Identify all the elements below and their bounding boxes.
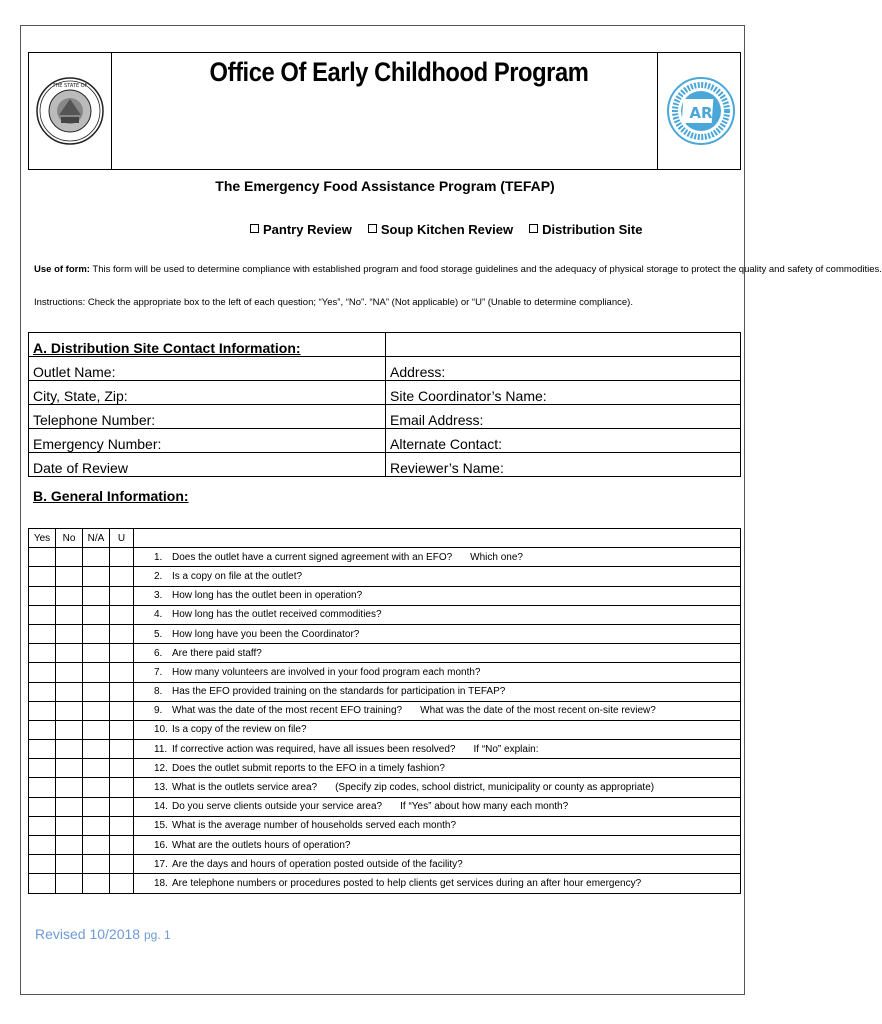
distribution-site-option[interactable]: Distribution Site xyxy=(529,222,642,237)
answer-yes-cell[interactable] xyxy=(29,740,56,759)
checkbox[interactable] xyxy=(529,224,538,233)
answer-no-cell[interactable] xyxy=(56,797,83,816)
answer-u-cell[interactable] xyxy=(110,663,134,682)
question-number: 12. xyxy=(154,762,168,774)
column-header-yes: Yes xyxy=(29,529,56,548)
answer-na-cell[interactable] xyxy=(83,797,110,816)
answer-na-cell[interactable] xyxy=(83,720,110,739)
answer-na-cell[interactable] xyxy=(83,605,110,624)
question-number: 2. xyxy=(154,570,163,582)
header-divider xyxy=(111,53,112,169)
use-of-form-label: Use of form: xyxy=(34,264,90,275)
answer-yes-cell[interactable] xyxy=(29,567,56,586)
question-cell xyxy=(134,682,741,701)
table-row xyxy=(29,624,741,643)
answer-yes-cell[interactable] xyxy=(29,548,56,567)
question-number: 11. xyxy=(154,743,168,755)
table-row xyxy=(29,778,741,797)
footer xyxy=(35,926,171,942)
question-number: 1. xyxy=(154,551,163,563)
table-row xyxy=(29,701,741,720)
question-cell xyxy=(134,605,741,624)
answer-na-cell[interactable] xyxy=(83,740,110,759)
answer-na-cell[interactable] xyxy=(83,759,110,778)
question-followup: Which one? xyxy=(470,551,523,563)
table-cell xyxy=(386,333,741,357)
question-number: 4. xyxy=(154,609,163,621)
header xyxy=(28,52,741,170)
question-number: 7. xyxy=(154,666,163,678)
question-text: Do you serve clients outside your service area? xyxy=(172,801,383,813)
answer-no-cell[interactable] xyxy=(56,644,83,663)
question-text: What is the average number of households served each month? xyxy=(172,820,457,832)
answer-na-cell[interactable] xyxy=(83,682,110,701)
answer-na-cell[interactable] xyxy=(83,778,110,797)
answer-yes-cell[interactable] xyxy=(29,624,56,643)
logo-text: AR xyxy=(689,104,713,122)
reviewer-name-field[interactable]: Reviewer’s Name: xyxy=(386,453,741,477)
question-text: How long has the outlet been in operation? xyxy=(172,590,363,602)
address-field[interactable]: Address: xyxy=(386,357,741,381)
answer-na-cell[interactable] xyxy=(83,816,110,835)
question-cell xyxy=(134,548,741,567)
question-text: What is the outlets service area? xyxy=(172,782,318,794)
answer-u-cell[interactable] xyxy=(110,586,134,605)
answer-yes-cell[interactable] xyxy=(29,605,56,624)
question-followup: What was the date of the most recent on-site review? xyxy=(420,705,656,717)
question-text: What are the outlets hours of operation? xyxy=(172,839,351,851)
table-row xyxy=(29,548,741,567)
answer-u-cell[interactable] xyxy=(110,740,134,759)
arkansas-education-logo-icon xyxy=(666,61,736,161)
answer-no-cell[interactable] xyxy=(56,701,83,720)
table-row xyxy=(29,644,741,663)
question-text: If corrective action was required, have all issues been resolved? xyxy=(172,743,456,755)
answer-u-cell[interactable] xyxy=(110,759,134,778)
table-row xyxy=(29,759,741,778)
checkbox[interactable] xyxy=(368,224,377,233)
answer-yes-cell[interactable] xyxy=(29,778,56,797)
question-number: 14. xyxy=(154,801,168,813)
answer-u-cell[interactable] xyxy=(110,836,134,855)
answer-na-cell[interactable] xyxy=(83,548,110,567)
table-row xyxy=(29,740,741,759)
question-text: How many volunteers are involved in your food program each month? xyxy=(172,666,481,678)
question-cell xyxy=(134,663,741,682)
contact-info-table xyxy=(28,332,741,477)
answer-yes-cell[interactable] xyxy=(29,797,56,816)
question-number: 5. xyxy=(154,628,163,640)
question-cell xyxy=(134,567,741,586)
answer-yes-cell[interactable] xyxy=(29,663,56,682)
answer-u-cell[interactable] xyxy=(110,778,134,797)
city-state-zip-field[interactable]: City, State, Zip: xyxy=(29,381,386,405)
question-text: What was the date of the most recent EFO training? xyxy=(172,705,403,717)
question-number: 8. xyxy=(154,686,163,698)
question-number: 15. xyxy=(154,820,168,832)
table-row xyxy=(29,855,741,874)
answer-no-cell[interactable] xyxy=(56,778,83,797)
answer-yes-cell[interactable] xyxy=(29,855,56,874)
question-text: Are there paid staff? xyxy=(172,647,262,659)
column-header-u: U xyxy=(110,529,134,548)
question-cell xyxy=(134,836,741,855)
answer-u-cell[interactable] xyxy=(110,797,134,816)
answer-u-cell[interactable] xyxy=(110,644,134,663)
question-number: 3. xyxy=(154,590,163,602)
question-followup: If “No” explain: xyxy=(473,743,539,755)
question-number: 6. xyxy=(154,647,163,659)
answer-no-cell[interactable] xyxy=(56,605,83,624)
answer-na-cell[interactable] xyxy=(83,836,110,855)
section-b-title: B. General Information: xyxy=(33,488,189,504)
answer-yes-cell[interactable] xyxy=(29,720,56,739)
answer-na-cell[interactable] xyxy=(83,874,110,893)
table-row xyxy=(29,836,741,855)
answer-yes-cell[interactable] xyxy=(29,682,56,701)
question-number: 16. xyxy=(154,839,168,851)
question-cell xyxy=(134,874,741,893)
answer-no-cell[interactable] xyxy=(56,624,83,643)
answer-u-cell[interactable] xyxy=(110,855,134,874)
page-number: pg. 1 xyxy=(143,928,171,942)
column-header-na: N/A xyxy=(83,529,110,548)
question-cell xyxy=(134,720,741,739)
question-text: How long have you been the Coordinator? xyxy=(172,628,360,640)
answer-no-cell[interactable] xyxy=(56,836,83,855)
question-cell xyxy=(134,759,741,778)
site-coordinator-field[interactable]: Site Coordinator’s Name: xyxy=(386,381,741,405)
table-row xyxy=(29,720,741,739)
question-cell xyxy=(134,778,741,797)
answer-no-cell[interactable] xyxy=(56,740,83,759)
question-number: 18. xyxy=(154,877,168,889)
question-cell xyxy=(134,797,741,816)
question-followup: (Specify zip codes, school district, municipality or county as appropriate) xyxy=(335,782,655,794)
answer-na-cell[interactable] xyxy=(83,624,110,643)
answer-u-cell[interactable] xyxy=(110,624,134,643)
table-row xyxy=(29,682,741,701)
answer-u-cell[interactable] xyxy=(110,720,134,739)
question-cell xyxy=(134,644,741,663)
section-a-title: A. Distribution Site Contact Information: xyxy=(29,333,386,357)
answer-yes-cell[interactable] xyxy=(29,701,56,720)
answer-no-cell[interactable] xyxy=(56,663,83,682)
question-text: Are telephone numbers or procedures posted to help clients get services during an after hour emergency? xyxy=(172,877,642,889)
table-row xyxy=(29,567,741,586)
answer-na-cell[interactable] xyxy=(83,663,110,682)
email-field[interactable]: Email Address: xyxy=(386,405,741,429)
question-cell xyxy=(134,586,741,605)
answer-no-cell[interactable] xyxy=(56,759,83,778)
seal-text: THE STATE OF xyxy=(52,83,88,89)
table-row xyxy=(29,816,741,835)
table-row xyxy=(29,663,741,682)
question-cell xyxy=(134,740,741,759)
answer-yes-cell[interactable] xyxy=(29,874,56,893)
question-followup: If “Yes” about how many each month? xyxy=(400,801,569,813)
use-of-form xyxy=(34,264,882,275)
question-text: Does the outlet submit reports to the EFO in a timely fashion? xyxy=(172,762,445,774)
answer-u-cell[interactable] xyxy=(110,816,134,835)
answer-yes-cell[interactable] xyxy=(29,586,56,605)
answer-no-cell[interactable] xyxy=(56,682,83,701)
answer-u-cell[interactable] xyxy=(110,548,134,567)
answer-no-cell[interactable] xyxy=(56,720,83,739)
question-cell xyxy=(134,624,741,643)
emergency-number-field[interactable]: Emergency Number: xyxy=(29,429,386,453)
header-divider xyxy=(657,53,658,169)
question-number: 10. xyxy=(154,724,168,736)
state-seal-icon xyxy=(35,59,105,163)
general-info-table xyxy=(28,528,741,894)
answer-no-cell[interactable] xyxy=(56,548,83,567)
answer-no-cell[interactable] xyxy=(56,874,83,893)
page-title: Office Of Early Childhood Program xyxy=(209,57,589,87)
answer-no-cell[interactable] xyxy=(56,567,83,586)
question-text: Are the days and hours of operation posted outside of the facility? xyxy=(172,858,463,870)
answer-na-cell[interactable] xyxy=(83,855,110,874)
question-cell xyxy=(134,701,741,720)
answer-no-cell[interactable] xyxy=(56,816,83,835)
table-cell xyxy=(134,529,741,548)
answer-u-cell[interactable] xyxy=(110,874,134,893)
table-row xyxy=(29,797,741,816)
pantry-review-option[interactable]: Pantry Review xyxy=(250,222,352,237)
question-number: 17. xyxy=(154,858,168,870)
checkbox[interactable] xyxy=(250,224,259,233)
outlet-name-field[interactable]: Outlet Name: xyxy=(29,357,386,381)
question-text: How long has the outlet received commodities? xyxy=(172,609,382,621)
question-text: Is a copy of the review on file? xyxy=(172,724,307,736)
alternate-contact-field[interactable]: Alternate Contact: xyxy=(386,429,741,453)
question-text: Has the EFO provided training on the standards for participation in TEFAP? xyxy=(172,686,506,698)
answer-na-cell[interactable] xyxy=(83,586,110,605)
question-cell xyxy=(134,855,741,874)
answer-na-cell[interactable] xyxy=(83,701,110,720)
table-row xyxy=(29,605,741,624)
revised-date: Revised 10/2018 xyxy=(35,926,141,942)
answer-u-cell[interactable] xyxy=(110,682,134,701)
question-number: 13. xyxy=(154,782,168,794)
soup-kitchen-review-option[interactable]: Soup Kitchen Review xyxy=(368,222,513,237)
answer-na-cell[interactable] xyxy=(83,644,110,663)
question-text: Does the outlet have a current signed agreement with an EFO? xyxy=(172,551,453,563)
answer-u-cell[interactable] xyxy=(110,567,134,586)
review-type-options xyxy=(250,222,642,237)
telephone-field[interactable]: Telephone Number: xyxy=(29,405,386,429)
answer-no-cell[interactable] xyxy=(56,586,83,605)
answer-u-cell[interactable] xyxy=(110,605,134,624)
answer-yes-cell[interactable] xyxy=(29,644,56,663)
answer-yes-cell[interactable] xyxy=(29,759,56,778)
question-number: 9. xyxy=(154,705,163,717)
date-of-review-field[interactable]: Date of Review xyxy=(29,453,386,477)
use-of-form-text: This form will be used to determine compliance with established program and food storage guidelines and the adequacy of physical storage to protect the quality and safety of commodities. xyxy=(92,264,882,275)
instructions: Instructions: Check the appropriate box to the left of each question; “Yes”, “No”. “NA” (Not applicable) or “U” (Unable to determine compliance). xyxy=(34,297,633,308)
answer-yes-cell[interactable] xyxy=(29,816,56,835)
program-subtitle: The Emergency Food Assistance Program (TEFAP) xyxy=(215,178,555,194)
answer-no-cell[interactable] xyxy=(56,855,83,874)
column-header-no: No xyxy=(56,529,83,548)
answer-u-cell[interactable] xyxy=(110,701,134,720)
answer-yes-cell[interactable] xyxy=(29,836,56,855)
question-cell xyxy=(134,816,741,835)
question-text: Is a copy on file at the outlet? xyxy=(172,570,303,582)
table-row xyxy=(29,586,741,605)
answer-na-cell[interactable] xyxy=(83,567,110,586)
table-row xyxy=(29,874,741,893)
